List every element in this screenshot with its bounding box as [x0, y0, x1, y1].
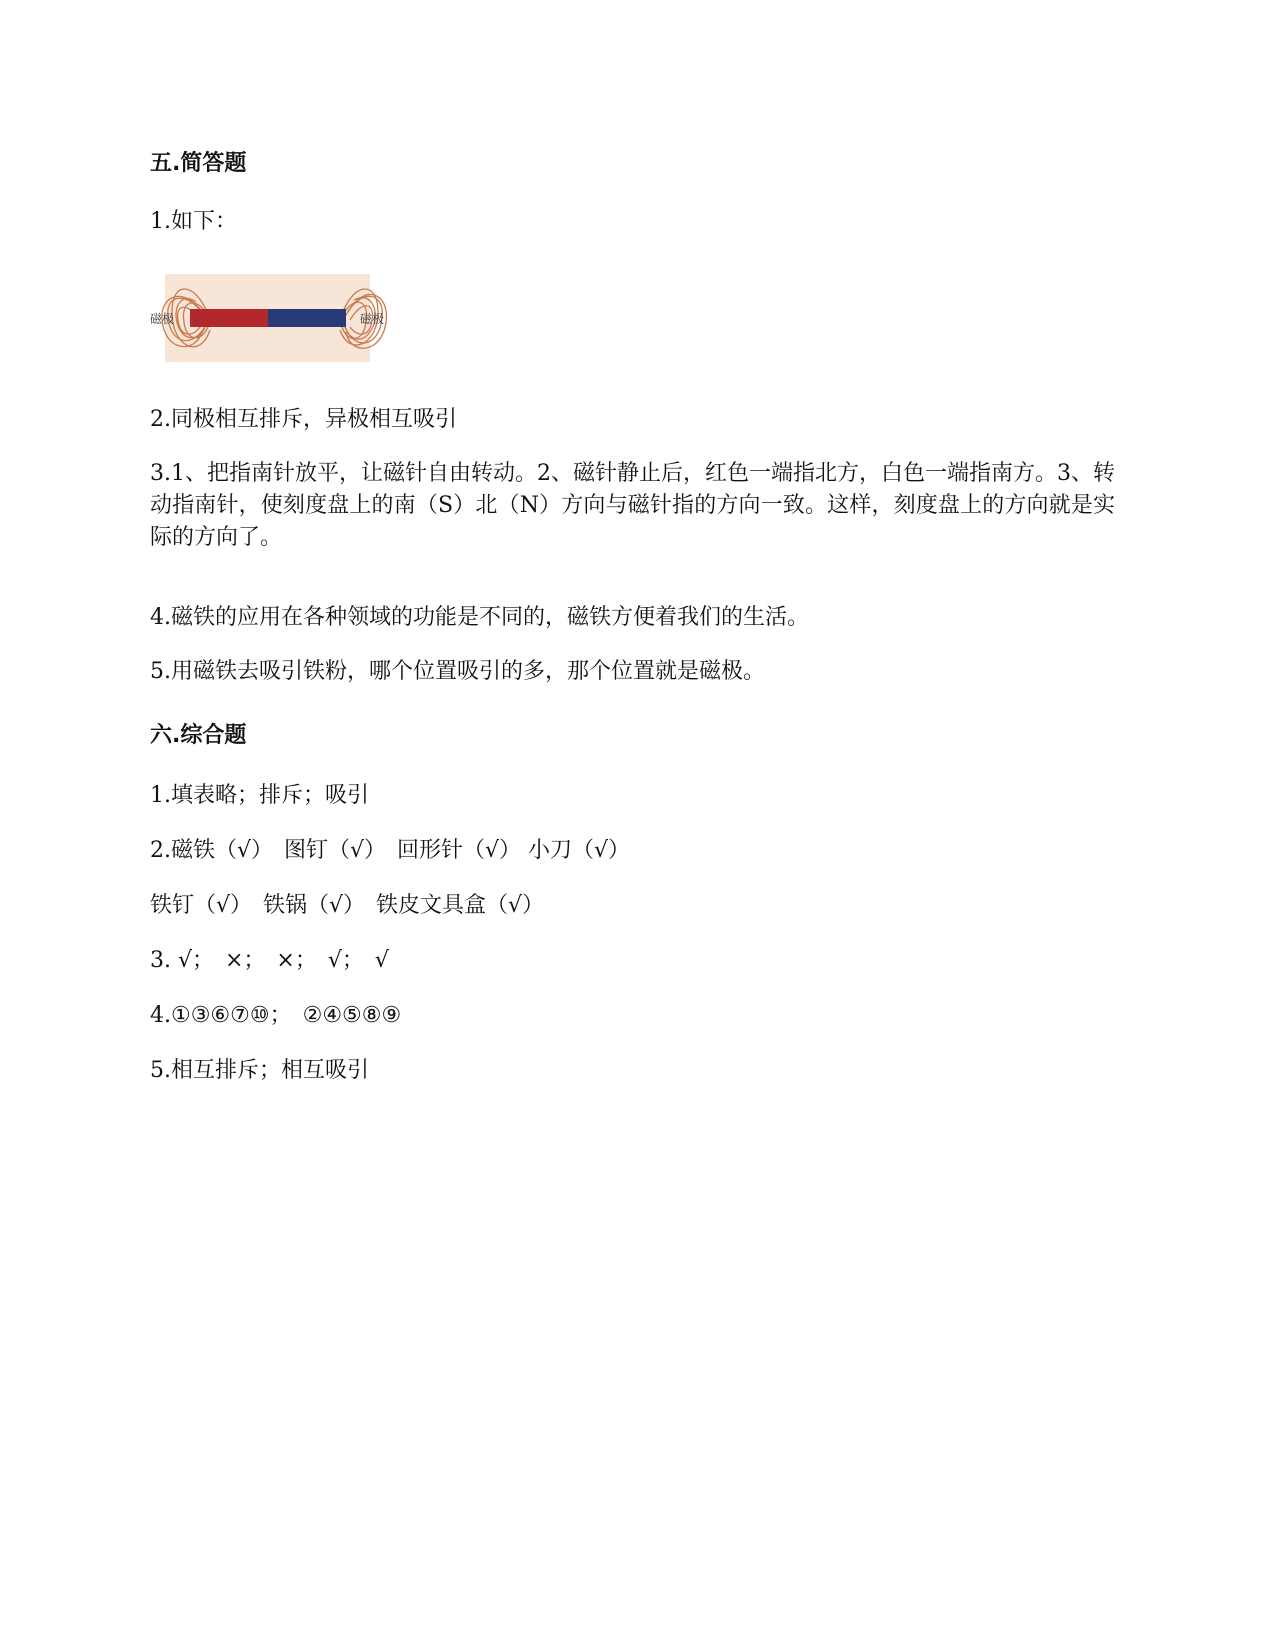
bar-magnet-illustration: [150, 272, 400, 372]
section-5-heading: 五.简答题: [150, 151, 247, 176]
answer-6-5: 5.相互排斥；相互吸引: [150, 1058, 369, 1083]
magnet-blue-half: [268, 309, 346, 327]
answer-6-4: 4.①③⑥⑦⑩； ②④⑤⑧⑨: [150, 1003, 402, 1028]
section-6-heading: 六.综合题: [150, 723, 247, 748]
answer-6-1: 1.填表略；排斥；吸引: [150, 783, 369, 808]
magnet-red-half: [190, 309, 268, 327]
left-pole-label: 磁极: [150, 312, 175, 326]
answer-5-3: 3.1、把指南针放平，让磁针自由转动。2、磁针静止后，红色一端指北方，白色一端指南方。3、转动指南针，使刻度盘上的南（S）北（N）方向与磁针指的方向一致。这样，刻度盘上的方向就是实际的方向了。: [150, 461, 1115, 550]
answer-5-4: 4.磁铁的应用在各种领域的功能是不同的，磁铁方便着我们的生活。: [150, 605, 809, 630]
answer-5-2: 2.同极相互排斥，异极相互吸引: [150, 407, 457, 432]
bar-magnet-figure: [150, 272, 400, 372]
answer-6-2-line-2: 铁钉（√） 铁锅（√） 铁皮文具盒（√）: [150, 893, 545, 918]
right-pole-label: 磁极: [360, 312, 385, 326]
answer-6-3: 3. √； ×； ×； √； √: [150, 948, 389, 973]
answer-6-2-line-1: 2.磁铁（√） 图钉（√） 回形针（√） 小刀（√）: [150, 838, 631, 863]
answer-5-1: 1.如下：: [150, 209, 237, 234]
answer-5-5: 5.用磁铁去吸引铁粉，哪个位置吸引的多，那个位置就是磁极。: [150, 659, 765, 684]
